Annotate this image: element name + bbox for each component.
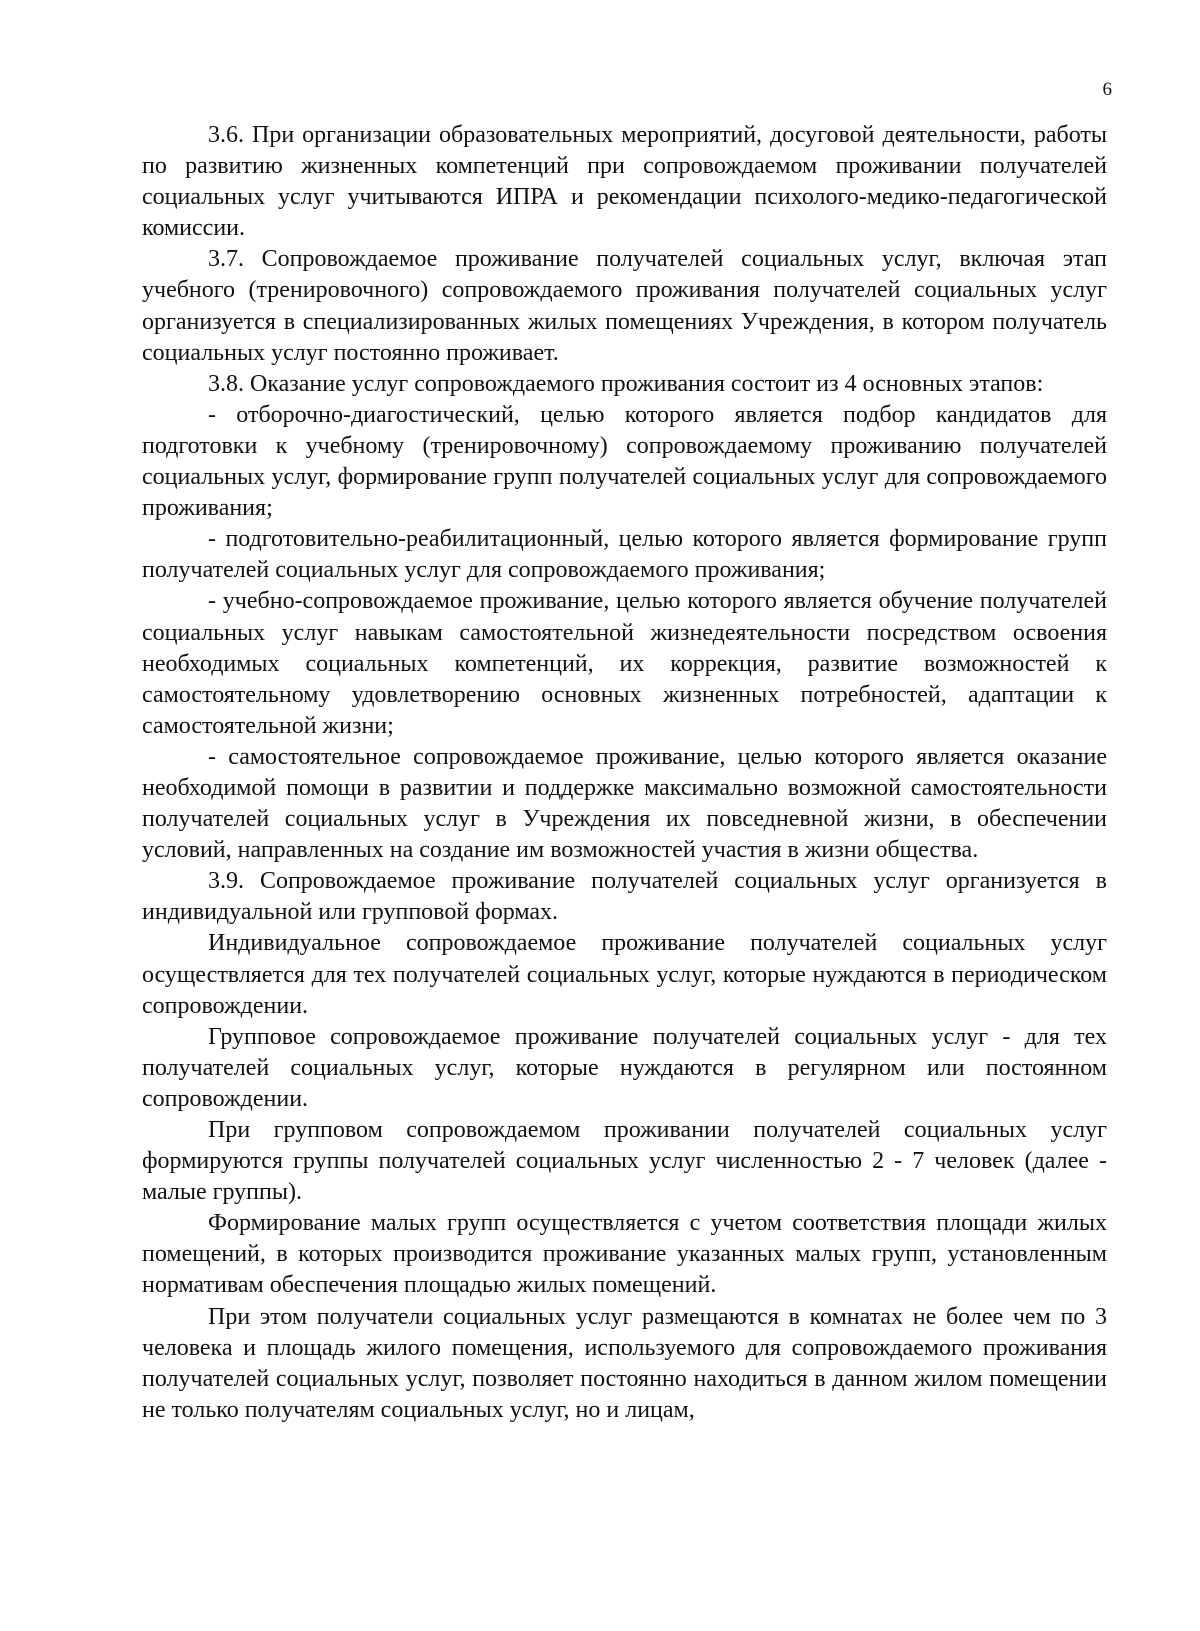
paragraph-3-6: 3.6. При организации образовательных мероприятий, досуговой деятельности, работы по развитию жизненных компетенций при сопровождаемом проживании получателей социальных услуг учитываются ИПРА и рекомендации психолого-медико-педагогической комиссии. xyxy=(142,122,1107,242)
paragraph-3-8: 3.8. Оказание услуг сопровождаемого проживания состоит из 4 основных этапов: xyxy=(208,370,1044,397)
list-item-stage-2: - подготовительно-реабилитационный, целью которого является формирование групп получателей социальных услуг для сопровождаемого проживания; xyxy=(142,526,1107,584)
paragraph-individual-living: Индивидуальное сопровождаемое проживание получателей социальных услуг осуществляется для тех получателей социальных услуг, которые нуждаются в периодическом сопровождении. xyxy=(142,930,1107,1019)
paragraph-3-7: 3.7. Сопровождаемое проживание получателей социальных услуг, включая этап учебного (тренировочного) сопровождаемого проживания получателей социальных услуг организуется в специализированных жилых помещениях Учреждения, в котором получатель социальных услуг постоянно проживает. xyxy=(142,246,1107,366)
paragraph-room-placement: При этом получатели социальных услуг размещаются в комнатах не более чем по 3 человека и площадь жилого помещения, используемого для сопровождаемого проживания получателей социальных услуг, позволяет постоянно находиться в данном жилом помещении не только получателям социальных услуг, но и лицам, xyxy=(142,1303,1107,1423)
paragraph-3-9: 3.9. Сопровождаемое проживание получателей социальных услуг организуется в индивидуальной или групповой формах. xyxy=(142,868,1107,926)
paragraph-small-groups: При групповом сопровождаемом проживании получателей социальных услуг формируются группы получателей социальных услуг численностью 2 - 7 человек (далее - малые группы). xyxy=(142,1117,1107,1206)
document-body xyxy=(142,120,1107,1426)
paragraph-group-living: Групповое сопровождаемое проживание получателей социальных услуг - для тех получателей социальных услуг, которые нуждаются в регулярном или постоянном сопровождении. xyxy=(142,1023,1107,1112)
page-number: 6 xyxy=(1102,79,1112,100)
list-item-stage-1: - отборочно-диагостический, целью которого является подбор кандидатов для подготовки к учебному (тренировочному) сопровождаемому проживанию получателей социальных услуг, формирование групп получателей социальных услуг для сопровождаемого проживания; xyxy=(142,401,1107,522)
list-item-stage-3: - учебно-сопровождаемое проживание, целью которого является обучение получателей социальных услуг навыкам самостоятельной жизнедеятельности посредством освоения необходимых социальных компетенций, их коррекция, развитие возможностей к самостоятельному удовлетворению основных жизненных потребностей, адаптации к самостоятельной жизни; xyxy=(142,588,1107,739)
list-item-stage-4: - самостоятельное сопровождаемое проживание, целью которого является оказание необходимой помощи в развитии и поддержке максимально возможной самостоятельности получателей социальных услуг в Учреждения их повседневной жизни, в обеспечении условий, направленных на создание им возможностей участия в жизни общества. xyxy=(142,743,1107,864)
paragraph-group-formation: Формирование малых групп осуществляется с учетом соответствия площади жилых помещений, в которых производится проживание указанных малых групп, установленным нормативам обеспечения площадью жилых помещений. xyxy=(142,1210,1107,1299)
